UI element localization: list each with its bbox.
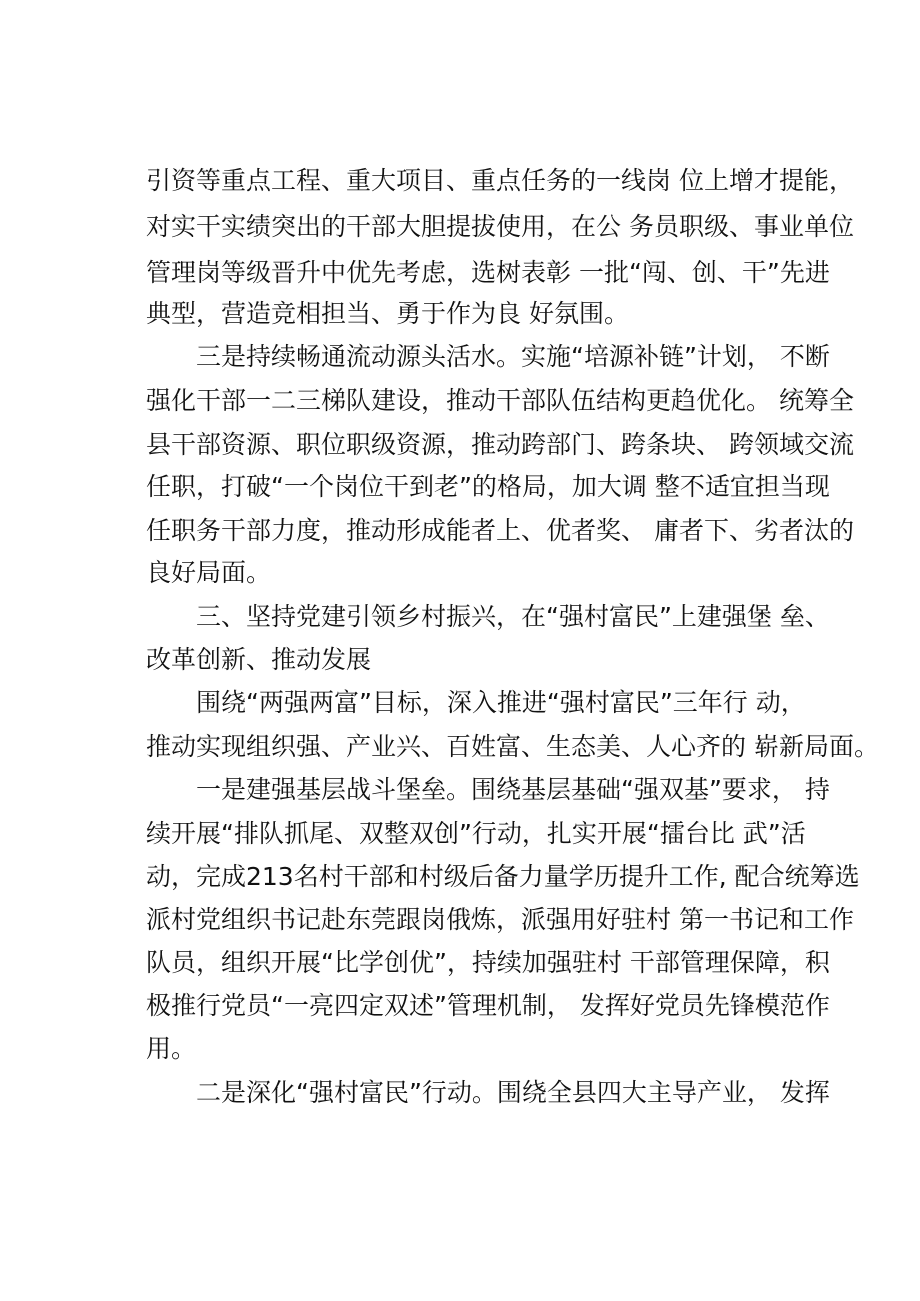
text-line: 强化干部一二三梯队建设，推动干部队伍结构更趋优化。 统筹全 (146, 386, 854, 415)
text-line: 动，完成213名村干部和村级后备力量学历提升工作, 配合统筹选 (146, 862, 860, 891)
text-line: 续开展“排队抓尾、双整双创”行动，扎实开展“擂台比 武”活 (146, 819, 806, 848)
text-line: 队员，组织开展“比学创优”，持续加强驻村 干部管理保障，积 (146, 948, 830, 977)
text-line: 用。 (146, 1034, 197, 1063)
text-line: 三是持续畅通流动源头活水。实施“培源补链”计划， 不断 (196, 342, 830, 371)
text-line: 典型，营造竞相担当、勇于作为良 好氛围。 (146, 299, 629, 328)
text-line: 任职，打破“一个岗位干到老”的格局，加大调 整不适宜担当现 (146, 472, 830, 501)
text-line: 围绕“两强两富”目标，深入推进“强村富民”三年行 动， (196, 688, 806, 717)
text-line: 派村党组织书记赴东莞跟岗俄炼，派强用好驻村 第一书记和工作 (146, 905, 854, 934)
text-line: 对实干实绩突出的干部大胆提拔使用，在公 务员职级、事业单位 (146, 212, 854, 241)
text-line: 县干部资源、职位职级资源，推动跨部门、跨条块、 跨领域交流 (146, 430, 854, 459)
text-line: 一是建强基层战斗堡垒。围绕基层基础“强双基”要求， 持 (196, 775, 830, 804)
text-line: 引资等重点工程、重大项目、重点任务的一线岗 位上增才提能， (146, 166, 854, 195)
text-line: 良好局面。 (146, 558, 272, 587)
section-heading: 三、坚持党建引领乡村振兴，在“强村富民”上建强堡 垒、 (196, 602, 830, 631)
text-line: 管理岗等级晋升中优先考虑，选树表彰 一批“闯、创、干”先进 (146, 258, 830, 287)
text-line: 任职务干部力度，推动形成能者上、优者奖、 庸者下、劣者汰的 (146, 516, 854, 545)
section-heading: 改革创新、推动发展 (146, 645, 372, 674)
text-line: 二是深化“强村富民”行动。围绕全县四大主导产业， 发挥 (196, 1078, 830, 1107)
text-line: 推动实现组织强、产业兴、百姓富、生态美、人心齐的 崭新局面。 (146, 732, 879, 761)
text-line: 极推行党员“一亮四定双述”管理机制， 发挥好党员先锋模范作 (146, 991, 830, 1020)
